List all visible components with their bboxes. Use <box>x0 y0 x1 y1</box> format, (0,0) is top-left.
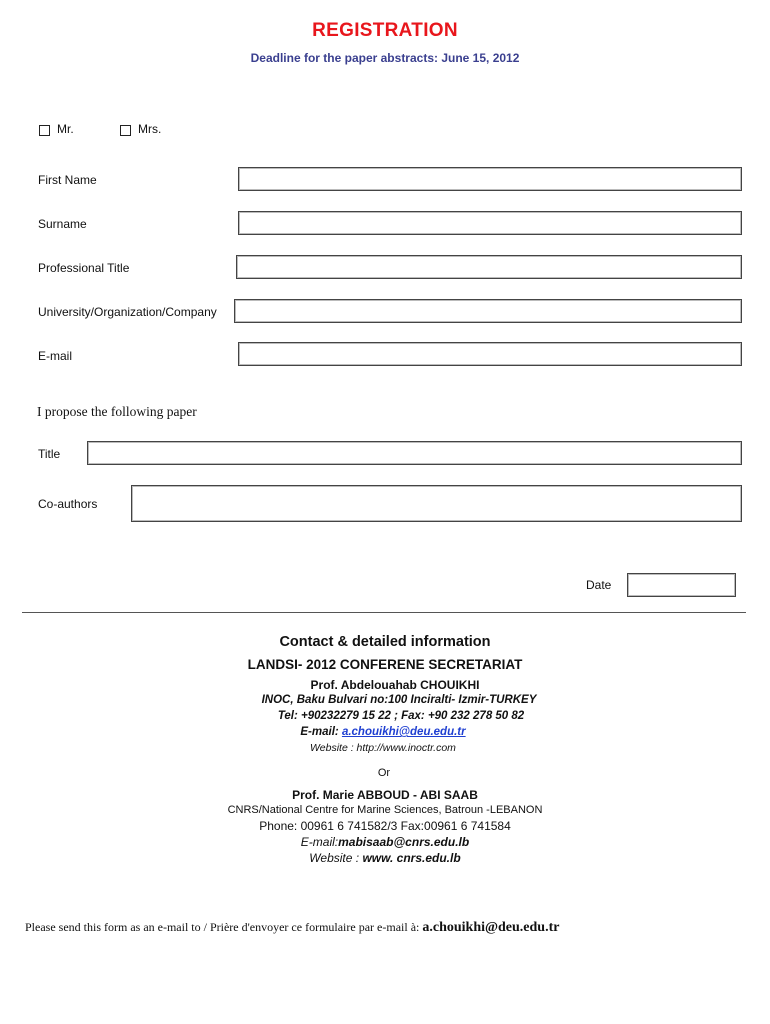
contact-name-2: Prof. Marie ABBOUD - ABI SAAB <box>292 788 478 802</box>
or-separator: Or <box>377 767 391 779</box>
professional-title-label: Professional Title <box>38 261 130 275</box>
contact-email-prefix-2: E-mail: <box>300 835 339 849</box>
contact-name-1: Prof. Abdelouahab CHOUIKHI <box>310 678 480 692</box>
surname-field[interactable] <box>238 211 742 235</box>
mr-checkbox[interactable] <box>39 125 50 136</box>
contact-email-link-1[interactable]: a.chouikhi@deu.edu.tr <box>341 726 466 738</box>
paper-title-label: Title <box>38 447 61 461</box>
email-field[interactable] <box>238 342 742 366</box>
page-title: REGISTRATION <box>312 20 458 41</box>
contact-address-2: CNRS/National Centre for Marine Sciences, Batroun -LEBANON <box>227 804 543 816</box>
coauthors-label: Co-authors <box>38 497 98 511</box>
contact-email-line-1 <box>0 726 768 738</box>
coauthors-field[interactable] <box>131 485 742 522</box>
date-label: Date <box>586 578 612 592</box>
contact-phone-1: Tel: +90232279 15 22 ; Fax: +90 232 278 50 82 <box>277 710 525 722</box>
organization-field[interactable] <box>234 299 742 323</box>
organization-label: University/Organization/Company <box>38 305 217 319</box>
surname-label: Surname <box>38 217 87 231</box>
date-field[interactable] <box>627 573 736 597</box>
professional-title-field[interactable] <box>236 255 742 279</box>
section-divider <box>22 612 746 613</box>
deadline-note <box>0 51 770 65</box>
contact-website-1: Website : http://www.inoctr.com <box>310 742 456 754</box>
footer-instruction <box>25 920 559 936</box>
footer-email[interactable]: a.chouikhi@deu.edu.tr <box>422 920 560 935</box>
first-name-label: First Name <box>38 173 97 187</box>
mr-label: Mr. <box>57 122 74 136</box>
secretariat-title: LANDSI- 2012 CONFERENE SECRETARIAT <box>247 657 523 672</box>
contact-email-prefix-1: E-mail: <box>300 726 342 738</box>
footer-text: Please send this form as an e-mail to / Prière d'envoyer ce formulaire par e-mail à: <box>25 920 423 934</box>
contact-address-1: INOC, Baku Bulvari no:100 Inciralti- Izmir-TURKEY <box>261 694 537 706</box>
propose-paper-text: I propose the following paper <box>37 404 197 419</box>
first-name-field[interactable] <box>238 167 742 191</box>
contact-email-line-2 <box>0 835 770 849</box>
mrs-checkbox[interactable] <box>120 125 131 136</box>
contact-email-2[interactable]: mabisaab@cnrs.edu.lb <box>338 835 470 849</box>
contact-website-2[interactable]: www. cnrs.edu.lb <box>362 851 461 865</box>
mrs-label: Mrs. <box>138 122 162 136</box>
deadline-value: : June 15, 2012 <box>434 51 520 65</box>
paper-title-field[interactable] <box>87 441 742 465</box>
contact-website-line-2 <box>0 851 770 865</box>
deadline-label: Deadline for the paper abstracts <box>250 51 434 65</box>
contact-phone-2: Phone: 00961 6 741582/3 Fax:00961 6 741584 <box>259 819 511 833</box>
contact-website-prefix-2: Website : <box>309 851 363 865</box>
email-label: E-mail <box>38 349 73 363</box>
contact-heading: Contact & detailed information <box>279 634 491 650</box>
